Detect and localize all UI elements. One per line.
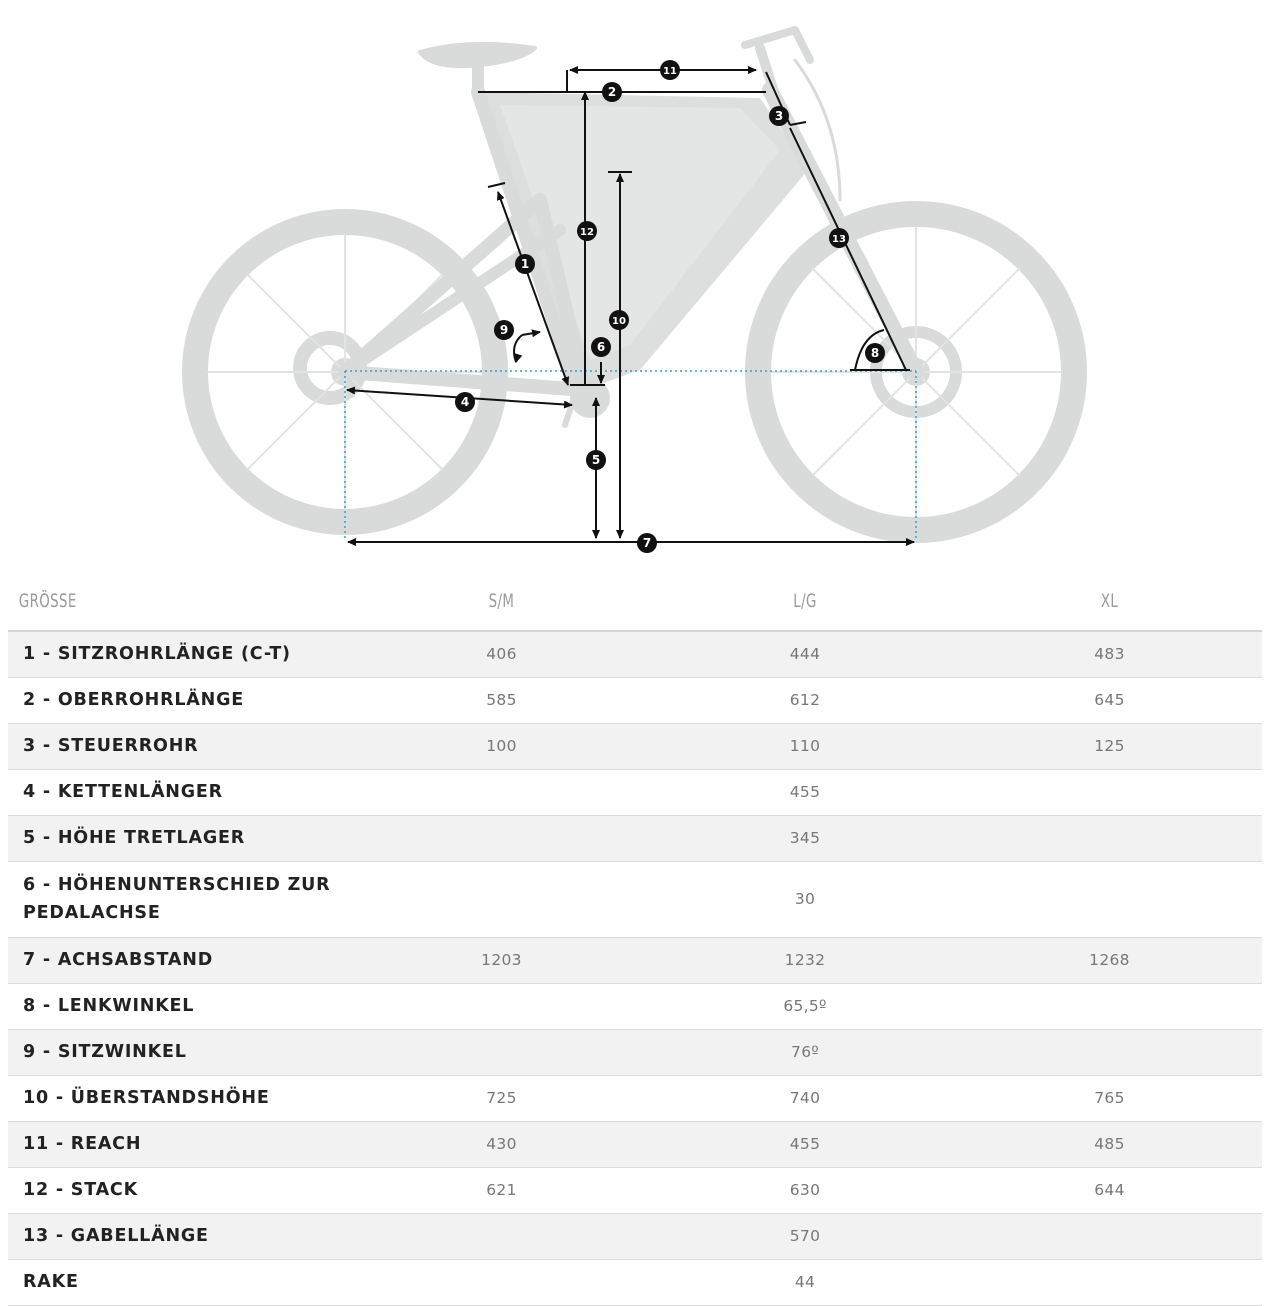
table-row xyxy=(8,677,1262,723)
header-sm: S/M xyxy=(383,572,619,631)
row-value: 621 xyxy=(350,1167,653,1213)
row-label: 10 - ÜBERSTANDSHÖHE xyxy=(8,1075,350,1121)
table-row xyxy=(8,631,1262,677)
table-row xyxy=(8,1121,1262,1167)
row-value: 455 xyxy=(653,769,957,815)
marker-12 xyxy=(577,221,597,241)
marker-4 xyxy=(455,392,475,412)
row-label: 12 - STACK xyxy=(8,1167,350,1213)
row-value: 430 xyxy=(350,1121,653,1167)
marker-label: 1 xyxy=(520,257,530,271)
table-row xyxy=(8,937,1262,983)
marker-label: 3 xyxy=(774,109,784,123)
row-value xyxy=(350,1259,653,1305)
bike-silhouette xyxy=(195,30,1074,530)
table-row xyxy=(8,1029,1262,1075)
marker-label: 13 xyxy=(832,234,846,245)
geometry-table xyxy=(8,572,1262,1306)
marker-label: 8 xyxy=(870,346,880,360)
header-xl: XL xyxy=(991,572,1229,631)
row-label: 1 - SITZROHRLÄNGE (C-T) xyxy=(8,631,350,677)
table-row xyxy=(8,1259,1262,1305)
row-label: 3 - STEUERROHR xyxy=(8,723,350,769)
row-value: 444 xyxy=(653,631,957,677)
row-value: 100 xyxy=(350,723,653,769)
marker-6 xyxy=(591,337,611,357)
table-row xyxy=(8,1213,1262,1259)
marker-1 xyxy=(515,254,535,274)
marker-7 xyxy=(637,533,657,553)
marker-label: 11 xyxy=(663,66,677,77)
row-value: 644 xyxy=(957,1167,1262,1213)
row-label: RAKE xyxy=(8,1259,350,1305)
table-row xyxy=(8,1075,1262,1121)
row-value: 455 xyxy=(653,1121,957,1167)
marker-13 xyxy=(829,228,849,248)
row-value: 485 xyxy=(957,1121,1262,1167)
table-header-row xyxy=(8,572,1262,631)
row-value xyxy=(350,815,653,861)
table-row xyxy=(8,861,1262,937)
row-value: 765 xyxy=(957,1075,1262,1121)
row-value: 125 xyxy=(957,723,1262,769)
row-label: 11 - REACH xyxy=(8,1121,350,1167)
handlebar xyxy=(745,30,810,60)
row-value: 406 xyxy=(350,631,653,677)
header-size: GRÖSSE xyxy=(8,572,275,631)
table-row xyxy=(8,815,1262,861)
row-value: 570 xyxy=(653,1213,957,1259)
table-row xyxy=(8,723,1262,769)
row-value xyxy=(350,983,653,1029)
row-value xyxy=(957,815,1262,861)
row-value: 645 xyxy=(957,677,1262,723)
marker-label: 6 xyxy=(596,340,606,354)
saddle xyxy=(420,44,535,66)
marker-label: 9 xyxy=(499,323,509,337)
row-value: 630 xyxy=(653,1167,957,1213)
row-value: 585 xyxy=(350,677,653,723)
marker-label: 7 xyxy=(642,536,652,550)
marker-9 xyxy=(494,320,514,340)
bike-geometry-diagram xyxy=(0,0,1280,570)
marker-5 xyxy=(586,450,606,470)
row-value: 1232 xyxy=(653,937,957,983)
marker-label: 12 xyxy=(580,227,594,238)
row-value: 1268 xyxy=(957,937,1262,983)
row-label: 4 - KETTENLÄNGER xyxy=(8,769,350,815)
row-label: 9 - SITZWINKEL xyxy=(8,1029,350,1075)
row-value: 30 xyxy=(653,861,957,937)
row-value: 725 xyxy=(350,1075,653,1121)
marker-2 xyxy=(602,82,622,102)
marker-8 xyxy=(865,343,885,363)
row-value xyxy=(350,861,653,937)
row-value xyxy=(957,1259,1262,1305)
table-row xyxy=(8,769,1262,815)
row-value xyxy=(957,769,1262,815)
row-value xyxy=(957,1029,1262,1075)
row-label: 2 - OBERROHRLÄNGE xyxy=(8,677,350,723)
marker-label: 4 xyxy=(460,395,470,409)
row-value xyxy=(350,1029,653,1075)
row-value: 1203 xyxy=(350,937,653,983)
row-value xyxy=(350,1213,653,1259)
marker-3 xyxy=(769,106,789,126)
row-value xyxy=(957,861,1262,937)
row-value: 345 xyxy=(653,815,957,861)
row-value xyxy=(957,1213,1262,1259)
row-label: 5 - HÖHE TRETLAGER xyxy=(8,815,350,861)
header-lg: L/G xyxy=(686,572,923,631)
row-label: 7 - ACHSABSTAND xyxy=(8,937,350,983)
row-value: 740 xyxy=(653,1075,957,1121)
row-label: 8 - LENKWINKEL xyxy=(8,983,350,1029)
row-value: 76º xyxy=(653,1029,957,1075)
marker-label: 10 xyxy=(612,316,626,327)
table-row xyxy=(8,1167,1262,1213)
row-value: 110 xyxy=(653,723,957,769)
row-value xyxy=(957,983,1262,1029)
row-label: 13 - GABELLÄNGE xyxy=(8,1213,350,1259)
table-row xyxy=(8,983,1262,1029)
marker-11 xyxy=(660,60,680,80)
row-value: 483 xyxy=(957,631,1262,677)
row-value: 65,5º xyxy=(653,983,957,1029)
marker-label: 5 xyxy=(591,453,601,467)
row-value: 612 xyxy=(653,677,957,723)
row-label: 6 - HÖHENUNTERSCHIED ZUR PEDALACHSE xyxy=(8,861,350,937)
marker-label: 2 xyxy=(607,85,617,99)
marker-10 xyxy=(609,310,629,330)
row-value xyxy=(350,769,653,815)
row-value: 44 xyxy=(653,1259,957,1305)
